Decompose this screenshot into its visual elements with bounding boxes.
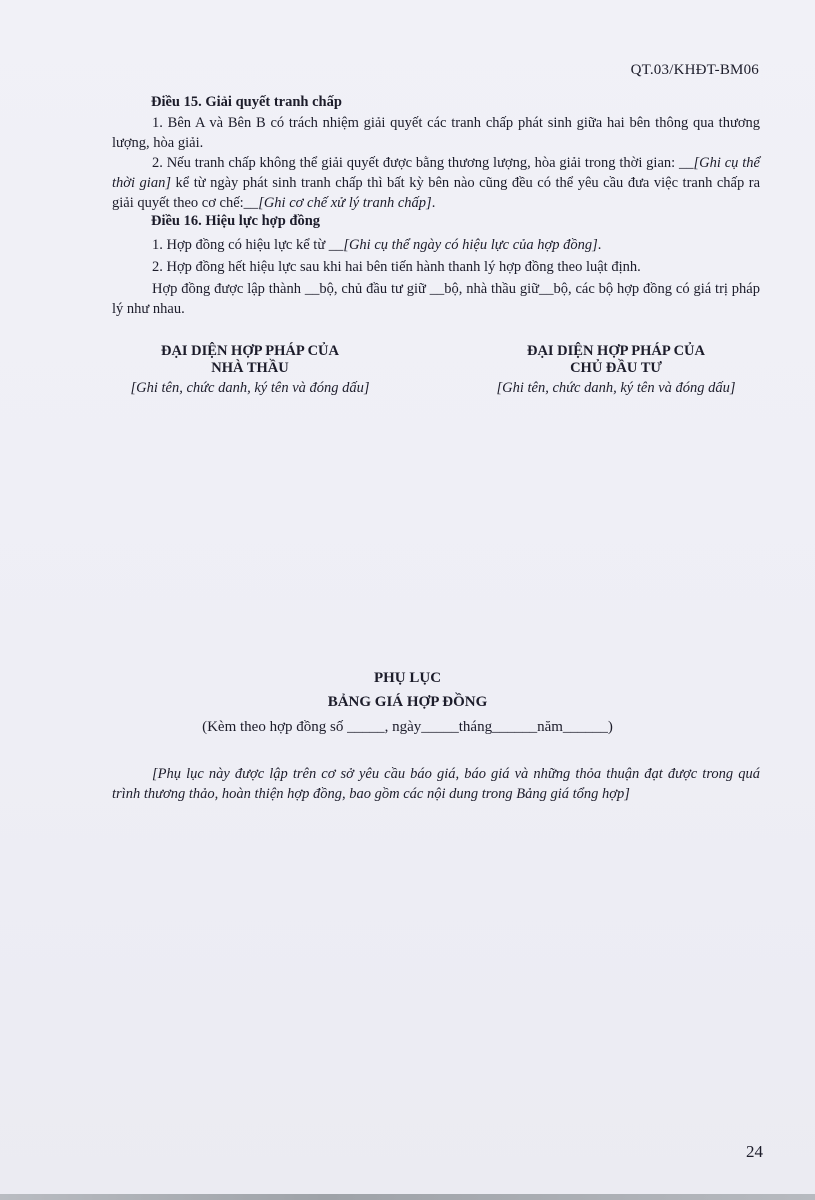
article-16-para-1-text-c: . — [597, 237, 602, 253]
article-15-para-2-text-a: 2. Nếu tranh chấp không thể giải quyết được bằng thương lượng, hòa giải trong thời gian: __ — [152, 155, 694, 171]
article-15-title: Điều 15. Giải quyết tranh chấp — [151, 94, 342, 110]
investor-signature-block — [470, 343, 762, 397]
article-15-para-1: 1. Bên A và Bên B có trách nhiệm giải quyết các tranh chấp phát sinh giữa hai bên thông qua thương lượng, hòa giải. — [112, 115, 760, 151]
article-15-mechanism-placeholder: [Ghi cơ chế xử lý tranh chấp] — [258, 195, 432, 211]
article-16-para-3: Hợp đồng được lập thành __bộ, chủ đầu tư giữ __bộ, nhà thầu giữ__bộ, các bộ hợp đồng có giá trị pháp lý như nhau. — [112, 281, 760, 317]
investor-signature-note: [Ghi tên, chức danh, ký tên và đóng dấu] — [496, 380, 736, 396]
contractor-signature-line-2: NHÀ THẦU — [211, 360, 289, 376]
appendix-note: [Phụ lục này được lập trên cơ sở yêu cầu báo giá, báo giá và những thỏa thuận đạt được trong quá trình thương thảo, hoàn thiện hợp đồng, bao gồm các nội dung trong Bảng giá tổng hợp] — [112, 766, 760, 802]
article-15-para-2-text-c: kể từ ngày phát sinh tranh chấp thì bất kỳ bên nào cũng đều có thể yêu cầu đưa việc tranh chấp ra giải quyết theo cơ chế:__ — [112, 175, 760, 211]
contractor-signature-block — [104, 343, 396, 397]
article-15-time-placeholder: [Ghi cụ thể thời gian] — [112, 155, 760, 191]
investor-signature-line-2: CHỦ ĐẦU TƯ — [570, 360, 662, 376]
article-16-para-2: 2. Hợp đồng hết hiệu lực sau khi hai bên tiến hành thanh lý hợp đồng theo luật định. — [152, 259, 641, 275]
article-16-para-1-text-a: 1. Hợp đồng có hiệu lực kể từ __ — [152, 237, 344, 253]
article-16-effective-date-placeholder: [Ghi cụ thể ngày có hiệu lực của hợp đồng] — [343, 237, 598, 253]
article-15-para-2-text-e: . — [431, 195, 436, 211]
form-code: QT.03/KHĐT-BM06 — [630, 62, 759, 78]
contractor-signature-note: [Ghi tên, chức danh, ký tên và đóng dấu] — [130, 380, 370, 396]
article-16-para-1 — [112, 235, 760, 255]
investor-signature-line-1: ĐẠI DIỆN HỢP PHÁP CỦA — [526, 343, 706, 359]
appendix-title: PHỤ LỤC — [373, 670, 442, 686]
page-number: 24 — [746, 1142, 763, 1161]
article-15-para-2 — [112, 153, 760, 213]
article-16-title: Điều 16. Hiệu lực hợp đồng — [151, 213, 321, 229]
contractor-signature-line-1: ĐẠI DIỆN HỢP PHÁP CỦA — [160, 343, 340, 359]
appendix-subtitle: BẢNG GIÁ HỢP ĐỒNG — [327, 694, 488, 710]
appendix-contract-reference: (Kèm theo hợp đồng số _____, ngày_____tháng______năm______) — [202, 719, 613, 735]
scan-bottom-edge — [0, 1194, 815, 1200]
